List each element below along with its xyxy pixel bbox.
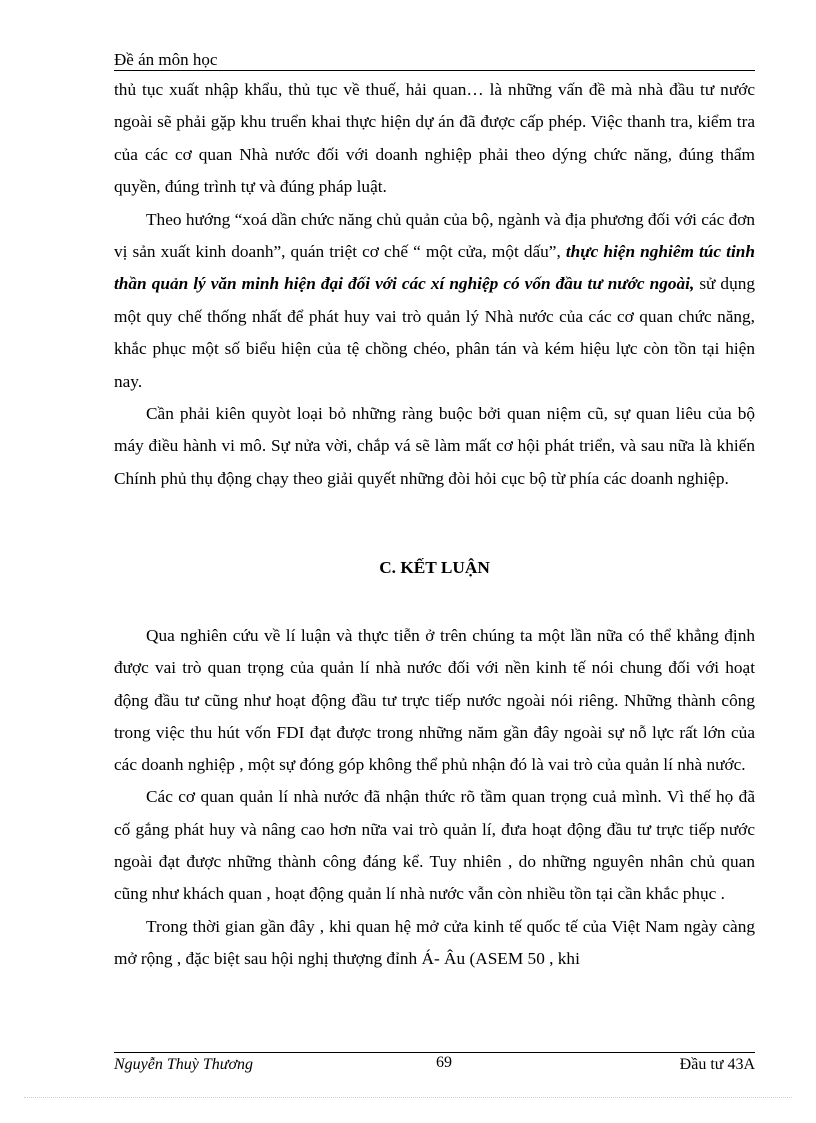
conclusion-paragraph-2: Các cơ quan quản lí nhà nước đã nhận thức rõ tầm quan trọng cuả mình. Vì thế họ đã cố gắng phát huy và nâng cao hơn nữa vai trò quản lí, đưa hoạt động đầu tư trực tiếp nước ngoài đạt được những thành công đáng kể. Tuy nhiên , do những nguyên nhân chủ quan cũng như khách quan , hoạt động quản lí nhà nước vẫn còn nhiều tồn tại cần khắc phục . [114, 787, 755, 904]
footer-author: Nguyễn Thuỳ Thương [114, 1056, 254, 1073]
paragraph-policy-text-c: sử dụng một quy chế thống nhất để phát huy vai trò quản lý Nhà nước của các cơ quan chức năng, khắc phục một số biểu hiện của tệ chồng chéo, phân tán và kém hiệu lực còn tồn tại hiện nay. [114, 274, 755, 391]
conclusion-paragraph-1: Qua nghiên cứu về lí luận và thực tiễn ở trên chúng ta một lần nữa có thể khẳng định được vai trò quan trọng của quản lí nhà nước đối với nền kinh tế nói chung đối với hoạt động đầu tư cũng như hoạt động đầu tư trực tiếp nước ngoài nói riêng. Những thành công trong việc thu hút vốn FDI đạt được trong những năm gần đây ngoài sự nỗ lực rất lớn của các doanh nghiệp , một sự đóng góp không thể phủ nhận đó là vai trò của quản lí nhà nước. [114, 626, 755, 775]
section-body [114, 74, 755, 495]
header-rule [114, 70, 755, 71]
paragraph-resolve: Cần phải kiên quyòt loại bỏ những ràng buộc bởi quan niệm cũ, sự quan liêu của bộ máy điều hành vi mô. Sự nửa vời, chắp vá sẽ làm mất cơ hội phát triển, và sau nữa là khiến Chính phủ thụ động chạy theo giải quyết những đòi hỏi cục bộ từ phía các doanh nghiệp. [114, 404, 755, 488]
section-heading-conclusion: C. KẾT LUẬN [379, 558, 490, 577]
paragraph-continued: thủ tục xuất nhập khẩu, thủ tục về thuế, hải quan… là những vấn đề mà nhà đầu tư nước ngoài sẽ phải gặp khu truển khai thực hiện dự án đã được cấp phép. Việc thanh tra, kiểm tra của các cơ quan Nhà nước đối với doanh nghiệp phải theo dýng chức năng, đúng thẩm quyền, đúng trình tự và đúng pháp luật. [114, 80, 755, 197]
conclusion-body [114, 620, 755, 975]
paragraph-policy-emphasis: thực hiện nghiêm túc tinh thần quản lý văn minh hiện đại đối với các xí nghiệp có vốn đầu tư nước ngoài, [114, 242, 755, 294]
conclusion-paragraph-3: Trong thời gian gần đây , khi quan hệ mở cửa kinh tế quốc tế của Việt Nam ngày càng mở rộng , đặc biệt sau hội nghị thượng đỉnh Á- Âu (ASEM 50 , khi [114, 916, 755, 968]
page-header-title: Đề án môn học [114, 50, 218, 69]
paragraph-policy-text-a: Theo hướng “xoá dần chức năng chủ quản của bộ, ngành và địa phương đối với các đơn vị sản xuất kinh doanh”, quán triệt cơ chế “ một cửa, một dấu”, [114, 209, 755, 262]
page-number: 69 [436, 1054, 452, 1071]
footer-rule [114, 1052, 755, 1053]
page-bottom-divider [24, 1097, 792, 1098]
paragraph-policy [114, 204, 755, 398]
footer-class: Đầu tư 43A [679, 1056, 755, 1073]
